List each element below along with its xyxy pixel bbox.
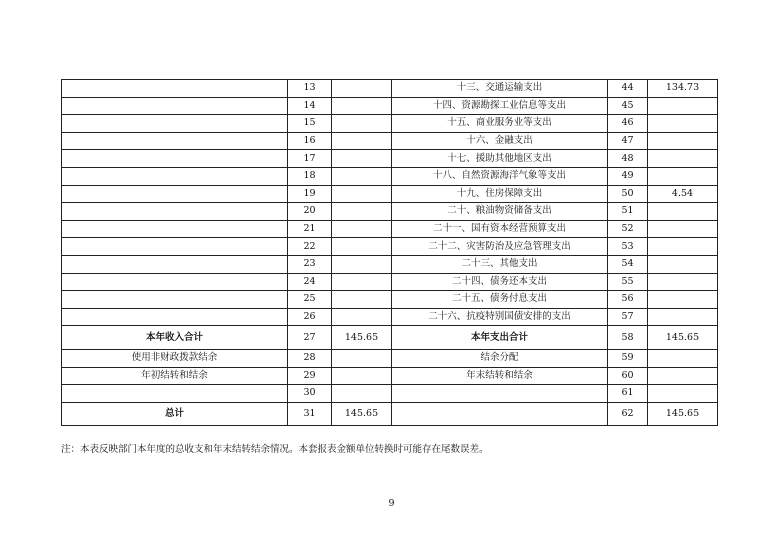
expense-amount-cell — [648, 238, 718, 256]
expense-row-number-cell: 57 — [608, 308, 648, 326]
income-item-cell — [62, 115, 288, 133]
expense-row-number-cell: 54 — [608, 255, 648, 273]
income-amount-cell — [332, 80, 392, 98]
table-row — [62, 255, 718, 273]
income-amount-cell: 145.65 — [332, 326, 392, 350]
expense-row-number-cell: 56 — [608, 291, 648, 309]
expense-amount-cell — [648, 349, 718, 367]
income-amount-cell — [332, 349, 392, 367]
income-amount-cell — [332, 385, 392, 403]
expense-amount-cell — [648, 291, 718, 309]
expense-row-number-cell: 58 — [608, 326, 648, 350]
income-row-number-cell: 24 — [288, 273, 332, 291]
expense-item-cell: 十七、援助其他地区支出 — [392, 150, 608, 168]
income-row-number-cell: 19 — [288, 185, 332, 203]
income-amount-cell — [332, 167, 392, 185]
income-row-number-cell: 14 — [288, 97, 332, 115]
income-item-cell — [62, 220, 288, 238]
expense-item-cell — [392, 385, 608, 403]
income-item-cell: 总计 — [62, 402, 288, 426]
footnote: 注：本表反映部门本年度的总收支和年末结转结余情况。本套报表金额单位转换时可能存在尾数误差。 — [61, 444, 489, 455]
income-row-number-cell: 30 — [288, 385, 332, 403]
income-row-number-cell: 27 — [288, 326, 332, 350]
income-row-number-cell: 15 — [288, 115, 332, 133]
income-row-number-cell: 31 — [288, 402, 332, 426]
expense-row-number-cell: 48 — [608, 150, 648, 168]
expense-row-number-cell: 59 — [608, 349, 648, 367]
table-row — [62, 349, 718, 367]
income-item-cell — [62, 132, 288, 150]
expense-item-cell: 二十四、债务还本支出 — [392, 273, 608, 291]
income-row-number-cell: 22 — [288, 238, 332, 256]
income-amount-cell — [332, 185, 392, 203]
expense-item-cell — [392, 402, 608, 426]
income-row-number-cell: 17 — [288, 150, 332, 168]
income-item-cell: 使用非财政拨款结余 — [62, 349, 288, 367]
table-row — [62, 238, 718, 256]
budget-summary-table — [61, 79, 718, 426]
income-item-cell — [62, 255, 288, 273]
income-item-cell — [62, 385, 288, 403]
expense-row-number-cell: 50 — [608, 185, 648, 203]
expense-amount-cell: 134.73 — [648, 80, 718, 98]
expense-amount-cell — [648, 115, 718, 133]
income-amount-cell: 145.65 — [332, 402, 392, 426]
expense-item-cell: 十五、商业服务业等支出 — [392, 115, 608, 133]
expense-row-number-cell: 46 — [608, 115, 648, 133]
expense-row-number-cell: 52 — [608, 220, 648, 238]
expense-amount-cell: 4.54 — [648, 185, 718, 203]
table-row — [62, 367, 718, 385]
income-item-cell — [62, 238, 288, 256]
income-amount-cell — [332, 97, 392, 115]
income-amount-cell — [332, 308, 392, 326]
expense-item-cell: 本年支出合计 — [392, 326, 608, 350]
expense-row-number-cell: 45 — [608, 97, 648, 115]
income-amount-cell — [332, 132, 392, 150]
table-row — [62, 185, 718, 203]
table-row — [62, 80, 718, 98]
table-row — [62, 132, 718, 150]
table-row — [62, 167, 718, 185]
table-row — [62, 115, 718, 133]
expense-row-number-cell: 51 — [608, 203, 648, 221]
table-row — [62, 308, 718, 326]
expense-item-cell: 二十、粮油物资储备支出 — [392, 203, 608, 221]
expense-amount-cell — [648, 132, 718, 150]
expense-amount-cell: 145.65 — [648, 326, 718, 350]
expense-item-cell: 十八、自然资源海洋气象等支出 — [392, 167, 608, 185]
expense-item-cell: 十四、资源勘探工业信息等支出 — [392, 97, 608, 115]
income-item-cell — [62, 150, 288, 168]
expense-item-cell: 二十六、抗疫特别国债安排的支出 — [392, 308, 608, 326]
income-item-cell — [62, 308, 288, 326]
expense-row-number-cell: 55 — [608, 273, 648, 291]
income-amount-cell — [332, 273, 392, 291]
expense-amount-cell — [648, 150, 718, 168]
income-item-cell: 年初结转和结余 — [62, 367, 288, 385]
income-amount-cell — [332, 255, 392, 273]
income-item-cell: 本年收入合计 — [62, 326, 288, 350]
income-row-number-cell: 28 — [288, 349, 332, 367]
table-row — [62, 203, 718, 221]
table-body — [62, 80, 718, 426]
table-row — [62, 273, 718, 291]
table-row — [62, 150, 718, 168]
expense-amount-cell — [648, 308, 718, 326]
expense-item-cell: 二十五、债务付息支出 — [392, 291, 608, 309]
income-row-number-cell: 25 — [288, 291, 332, 309]
table-row — [62, 402, 718, 426]
expense-item-cell: 十九、住房保障支出 — [392, 185, 608, 203]
income-row-number-cell: 16 — [288, 132, 332, 150]
table-row — [62, 291, 718, 309]
expense-amount-cell — [648, 367, 718, 385]
income-row-number-cell: 21 — [288, 220, 332, 238]
expense-item-cell: 二十二、灾害防治及应急管理支出 — [392, 238, 608, 256]
income-item-cell — [62, 167, 288, 185]
income-amount-cell — [332, 203, 392, 221]
expense-amount-cell — [648, 97, 718, 115]
income-row-number-cell: 29 — [288, 367, 332, 385]
table-row — [62, 97, 718, 115]
income-item-cell — [62, 185, 288, 203]
income-amount-cell — [332, 291, 392, 309]
income-amount-cell — [332, 220, 392, 238]
expense-amount-cell — [648, 385, 718, 403]
income-row-number-cell: 26 — [288, 308, 332, 326]
expense-row-number-cell: 47 — [608, 132, 648, 150]
expense-amount-cell — [648, 255, 718, 273]
expense-row-number-cell: 53 — [608, 238, 648, 256]
income-row-number-cell: 18 — [288, 167, 332, 185]
expense-item-cell: 二十三、其他支出 — [392, 255, 608, 273]
income-row-number-cell: 23 — [288, 255, 332, 273]
income-amount-cell — [332, 367, 392, 385]
expense-row-number-cell: 49 — [608, 167, 648, 185]
income-amount-cell — [332, 115, 392, 133]
expense-amount-cell — [648, 273, 718, 291]
income-amount-cell — [332, 238, 392, 256]
expense-row-number-cell: 44 — [608, 80, 648, 98]
table-row — [62, 326, 718, 350]
expense-amount-cell — [648, 167, 718, 185]
income-item-cell — [62, 291, 288, 309]
income-item-cell — [62, 80, 288, 98]
expense-item-cell: 结余分配 — [392, 349, 608, 367]
expense-item-cell: 二十一、国有资本经营预算支出 — [392, 220, 608, 238]
expense-item-cell: 十三、交通运输支出 — [392, 80, 608, 98]
income-item-cell — [62, 203, 288, 221]
table-row — [62, 220, 718, 238]
page-number: 9 — [388, 498, 395, 509]
income-row-number-cell: 20 — [288, 203, 332, 221]
expense-amount-cell — [648, 220, 718, 238]
income-item-cell — [62, 273, 288, 291]
expense-item-cell: 十六、金融支出 — [392, 132, 608, 150]
expense-amount-cell: 145.65 — [648, 402, 718, 426]
expense-amount-cell — [648, 203, 718, 221]
income-item-cell — [62, 97, 288, 115]
expense-item-cell: 年末结转和结余 — [392, 367, 608, 385]
expense-row-number-cell: 62 — [608, 402, 648, 426]
table-row — [62, 385, 718, 403]
expense-row-number-cell: 61 — [608, 385, 648, 403]
income-row-number-cell: 13 — [288, 80, 332, 98]
income-amount-cell — [332, 150, 392, 168]
expense-row-number-cell: 60 — [608, 367, 648, 385]
